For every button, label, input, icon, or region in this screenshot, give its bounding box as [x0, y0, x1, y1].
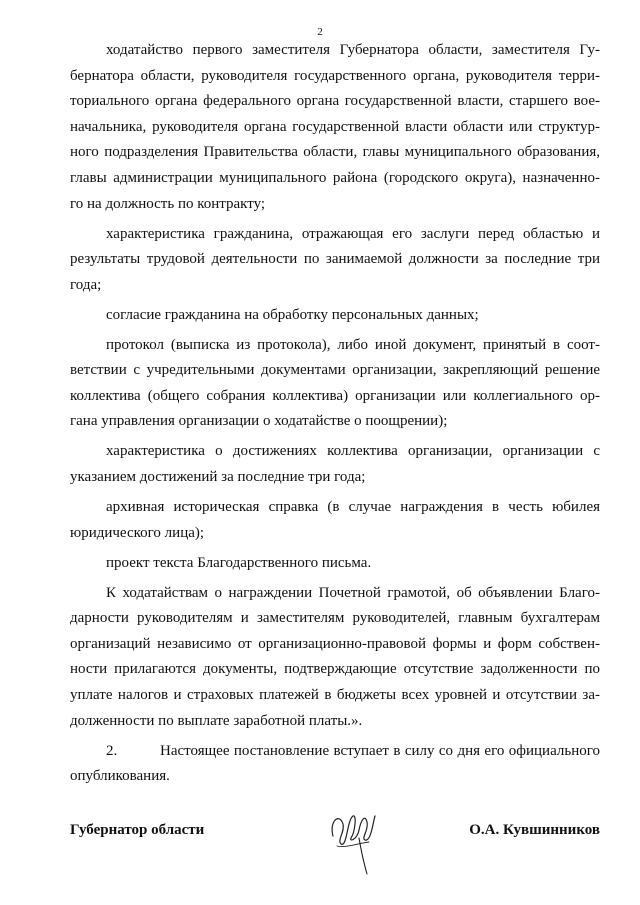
text-line: коллектива (общего собрания коллектива) организации или коллегиального ор-	[70, 387, 600, 404]
text-line: дарности руководителям и заместителям руководителей, главным бухгалтерам	[70, 610, 600, 627]
text-line: бернатора области, руководителя государственного органа, руководителя терри-	[70, 67, 600, 84]
text-line: результаты трудовой деятельности по занимаемой должности за последние три	[70, 251, 600, 268]
text-line: начальника, руководителя органа государственной власти области или структур-	[70, 118, 600, 135]
text-line: года;	[70, 276, 102, 293]
text-line: главы администрации муниципального района (городского округа), назначенно-	[70, 169, 600, 186]
text-line: согласие гражданина на обработку персональных данных;	[106, 306, 479, 323]
text-line: характеристика о достижениях коллектива организации, организации с	[106, 443, 600, 460]
text-line: ветствии с учредительными документами организации, закрепляющий решение	[70, 362, 600, 379]
text-line: указанием достижений за последние три года;	[70, 469, 366, 486]
text-line: К ходатайствам о награждении Почетной грамотой, об объявлении Благо-	[106, 584, 600, 601]
text-line: ности прилагаются документы, подтверждающие отсутствие задолженности по	[70, 661, 600, 678]
text-line: архивная историческая справка (в случае награждения в честь юбилея	[106, 499, 600, 516]
clause-2-first-line	[70, 739, 600, 765]
clause-2-second-line: опубликования.	[70, 768, 170, 785]
text-line: гана управления организации о ходатайстве о поощрении);	[70, 413, 448, 430]
clause-text: Настоящее постановление вступает в силу со дня его официального	[160, 742, 600, 759]
clause-number: 2.	[106, 742, 118, 759]
text-line: ходатайство первого заместителя Губернатора области, заместителя Гу-	[106, 42, 600, 58]
text-line: ториального органа федерального органа государственной власти, старшего вое-	[70, 93, 600, 110]
text-line: долженности по выплате заработной платы.».	[70, 712, 363, 729]
text-line: организаций независимо от организационно-правовой формы и форм собствен-	[70, 635, 600, 652]
page-number: 2	[317, 26, 323, 38]
text-line: го на должность по контракту;	[70, 195, 266, 212]
text-line: протокол (выписка из протокола), либо иной документ, принятый в соот-	[106, 336, 600, 353]
text-line: юридического лица);	[70, 524, 205, 541]
text-line: уплате налогов и страховых платежей в бюджеты всех уровней и отсутствии за-	[70, 686, 600, 703]
signatory-name: О.А. Кувшинников	[469, 822, 600, 838]
document-body	[70, 38, 600, 790]
handwritten-signature	[325, 802, 385, 880]
text-line: проект текста Благодарственного письма.	[106, 554, 372, 571]
text-line: характеристика гражданина, отражающая его заслуги перед областью и	[106, 225, 600, 242]
text-line: ного подразделения Правительства области, главы муниципального образования,	[70, 144, 600, 161]
signature-block	[70, 818, 600, 850]
signatory-position: Губернатор области	[70, 822, 205, 838]
